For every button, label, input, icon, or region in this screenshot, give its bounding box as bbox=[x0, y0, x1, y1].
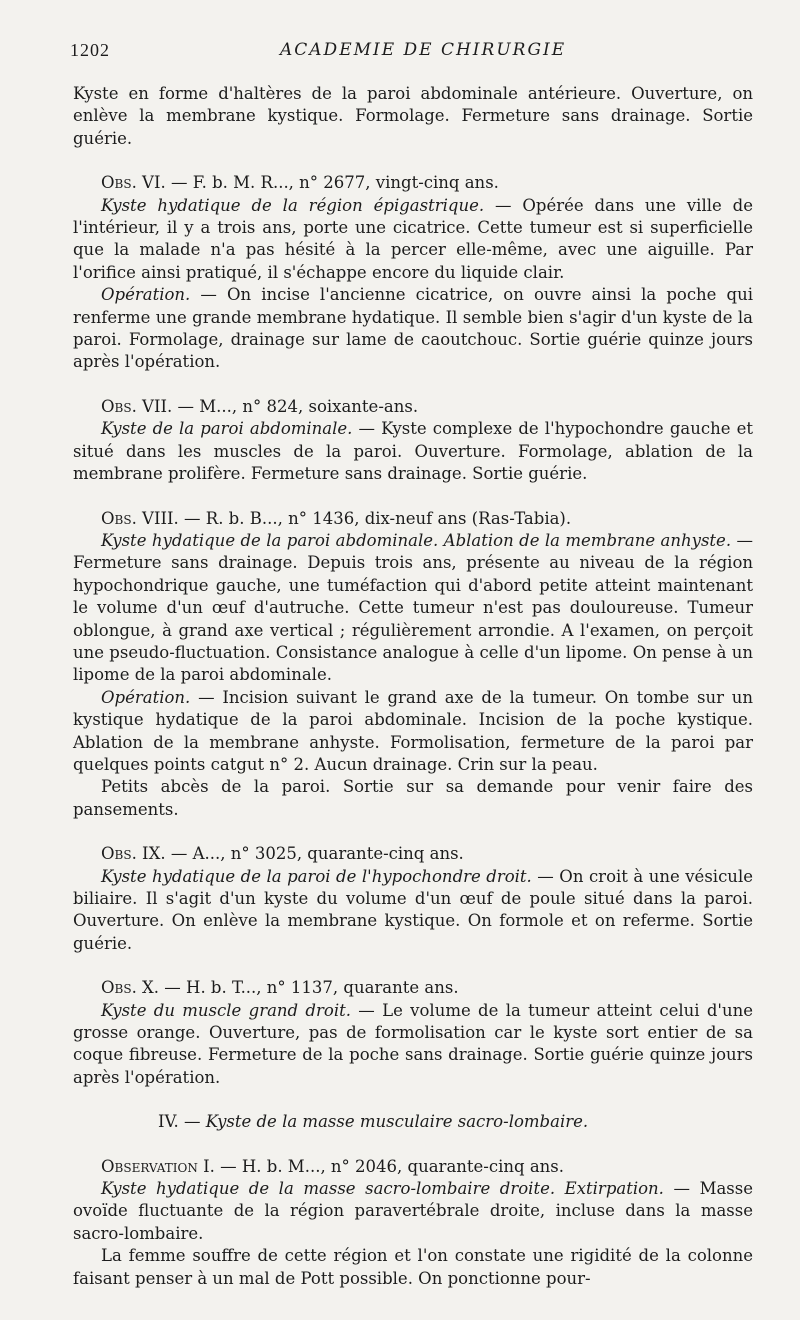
observation-heading: Obs. VIII. — R. b. B..., n° 1436, dix-neuf ans (Ras-Tabia). bbox=[101, 508, 572, 528]
observation-heading: Obs. X. — H. b. T..., n° 1137, quarante ans. bbox=[101, 978, 459, 998]
paragraph: Opération. — On incise l'ancienne cicatrice, on ouvre ainsi la poche qui renferme une grande membrane hydatique. Il semble bien s'agir d'un kyste de la paroi. Formolage, drainage sur lame de caoutchouc. Sortie guérie quinze jours après l'opération. bbox=[73, 285, 753, 372]
body-text bbox=[73, 83, 753, 1290]
paragraph: Kyste hydatique de la paroi abdominale. Ablation de la membrane anhyste. — Fermeture sans drainage. Depuis trois ans, présente au niveau de la région hypochondrique gauche, une tuméfaction qui d'abord petite atteint maintenant le volume d'un œuf d'autruche. Cette tumeur n'est pas douloureuse. Tumeur oblongue, à grand axe vertical ; régulièrement arrondie. A l'examen, on perçoit une pseudo-fluctuation. Consistance analogue à celle d'un lipome. On pense à un lipome de la paroi abdominale. bbox=[73, 530, 753, 685]
page-number: 1202 bbox=[70, 40, 110, 60]
paragraph: Kyste hydatique de la masse sacro-lombaire droite. Extirpation. — Masse ovoïde fluctuante de la région paravertébrale droite, incluse dans la masse sacro-lombaire. bbox=[73, 1179, 753, 1243]
paragraph: La femme souffre de cette région et l'on constate une rigidité de la colonne faisant penser à un mal de Pott possible. On ponctionne pour- bbox=[73, 1246, 753, 1288]
paragraph: Kyste hydatique de la paroi de l'hypochondre droit. — On croit à une vésicule biliaire. Il s'agit d'un kyste du volume d'un œuf de poule situé dans la paroi. Ouverture. On enlève la membrane kystique. On formole et on referme. Sortie guérie. bbox=[73, 866, 753, 953]
paragraph: Kyste du muscle grand droit. — Le volume de la tumeur atteint celui d'une grosse orange. Ouverture, pas de formolisation car le kyste sort entier de sa coque fibreuse. Fermeture de la poche sans drainage. Sortie guérie quinze jours après l'opération. bbox=[73, 1000, 753, 1087]
observation-heading: Observation I. — H. b. M..., n° 2046, quarante-cinq ans. bbox=[101, 1156, 565, 1176]
observation-heading: Obs. IX. — A..., n° 3025, quarante-cinq ans. bbox=[101, 844, 464, 864]
observation-heading: Obs. VI. — F. b. M. R..., n° 2677, vingt-cinq ans. bbox=[101, 173, 499, 193]
section-heading: IV. — Kyste de la masse musculaire sacro-lombaire. bbox=[158, 1112, 589, 1132]
paragraph: Petits abcès de la paroi. Sortie sur sa demande pour venir faire des pansements. bbox=[73, 777, 753, 819]
paragraph: Kyste de la paroi abdominale. — Kyste complexe de l'hypochondre gauche et situé dans les muscles de la paroi. Ouverture. Formolage, ablation de la membrane prolifère. Fermeture sans drainage. Sortie guérie. bbox=[73, 419, 753, 484]
paragraph: Opération. — Incision suivant le grand axe de la tumeur. On tombe sur un kystique hydatique de la paroi abdominale. Incision de la poche kystique. Ablation de la membrane anhyste. Formolisation, fermeture de la paroi par quelques points catgut n° 2. Aucun drainage. Crin sur la peau. bbox=[73, 687, 753, 774]
running-title: ACADEMIE DE CHIRURGIE bbox=[280, 40, 567, 60]
observation-heading: Obs. VII. — M..., n° 824, soixante-ans. bbox=[101, 396, 419, 416]
page-header bbox=[70, 40, 770, 66]
paragraph: Kyste hydatique de la région épigastrique. — Opérée dans une ville de l'intérieur, il y a trois ans, porte une cicatrice. Cette tumeur est si superficielle que la malade n'a pas hésité à la percer elle-même, avec une aiguille. Par l'orifice ainsi pratiqué, il s'échappe encore du liquide clair. bbox=[73, 195, 753, 282]
paragraph: Kyste en forme d'haltères de la paroi abdominale antérieure. Ouverture, on enlève la membrane kystique. Formolage. Fermeture sans drainage. Sortie guérie. bbox=[73, 84, 753, 148]
